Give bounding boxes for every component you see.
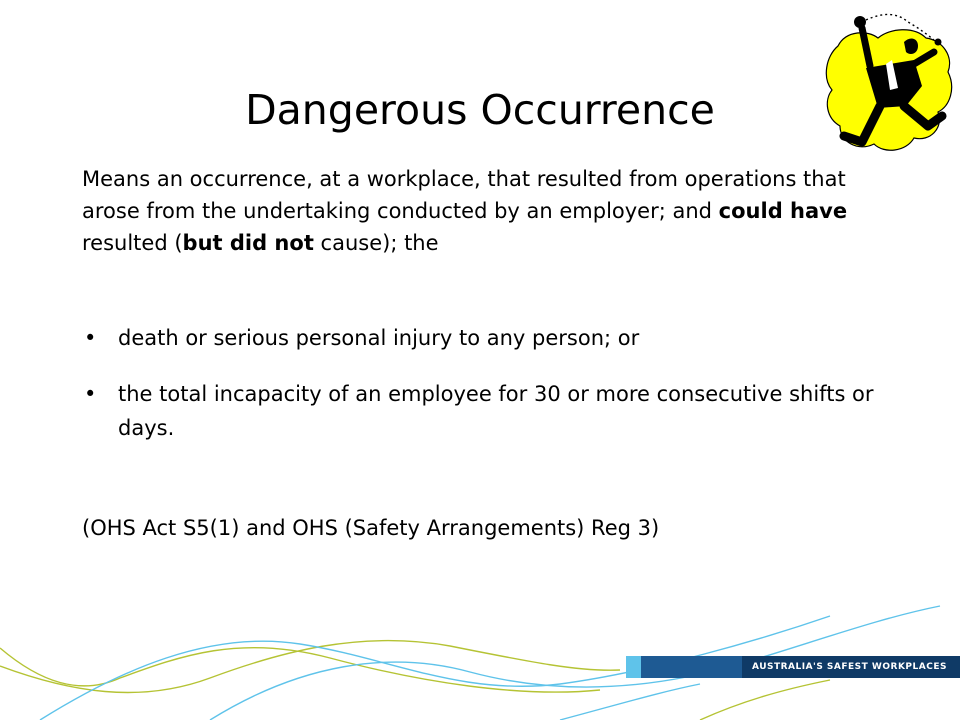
list-item-continuation: days. xyxy=(118,416,175,440)
list-item-text: death or serious personal injury to any person; or xyxy=(118,326,640,350)
bullet-list xyxy=(84,322,884,442)
definition-emphasis-could-have: could have xyxy=(718,199,848,223)
definition-paragraph xyxy=(82,163,882,259)
list-item-text: the total incapacity of an employee for 30 or more consecutive shifts or xyxy=(118,382,874,406)
definition-text-2: resulted ( xyxy=(82,231,183,255)
definition-emphasis-but-did-not: but did not xyxy=(182,231,314,255)
bullet-dot-icon: • xyxy=(84,326,97,350)
list-item xyxy=(84,384,884,442)
definition-text-3: cause); the xyxy=(313,231,439,255)
slide-title: Dangerous Occurrence xyxy=(245,86,715,135)
banner-text: AUSTRALIA'S SAFEST WORKPLACES xyxy=(752,662,947,672)
legal-reference: (OHS Act S5(1) and OHS (Safety Arrangements) Reg 3) xyxy=(82,516,660,540)
definition-text-1: Means an occurrence, at a workplace, that resulted from operations that arose from the undertaking conducted by an employer; and xyxy=(82,167,846,223)
banner-accent xyxy=(626,656,641,678)
juggling-businessman-icon xyxy=(818,8,956,166)
bullet-dot-icon: • xyxy=(84,382,97,406)
list-item xyxy=(84,322,884,354)
